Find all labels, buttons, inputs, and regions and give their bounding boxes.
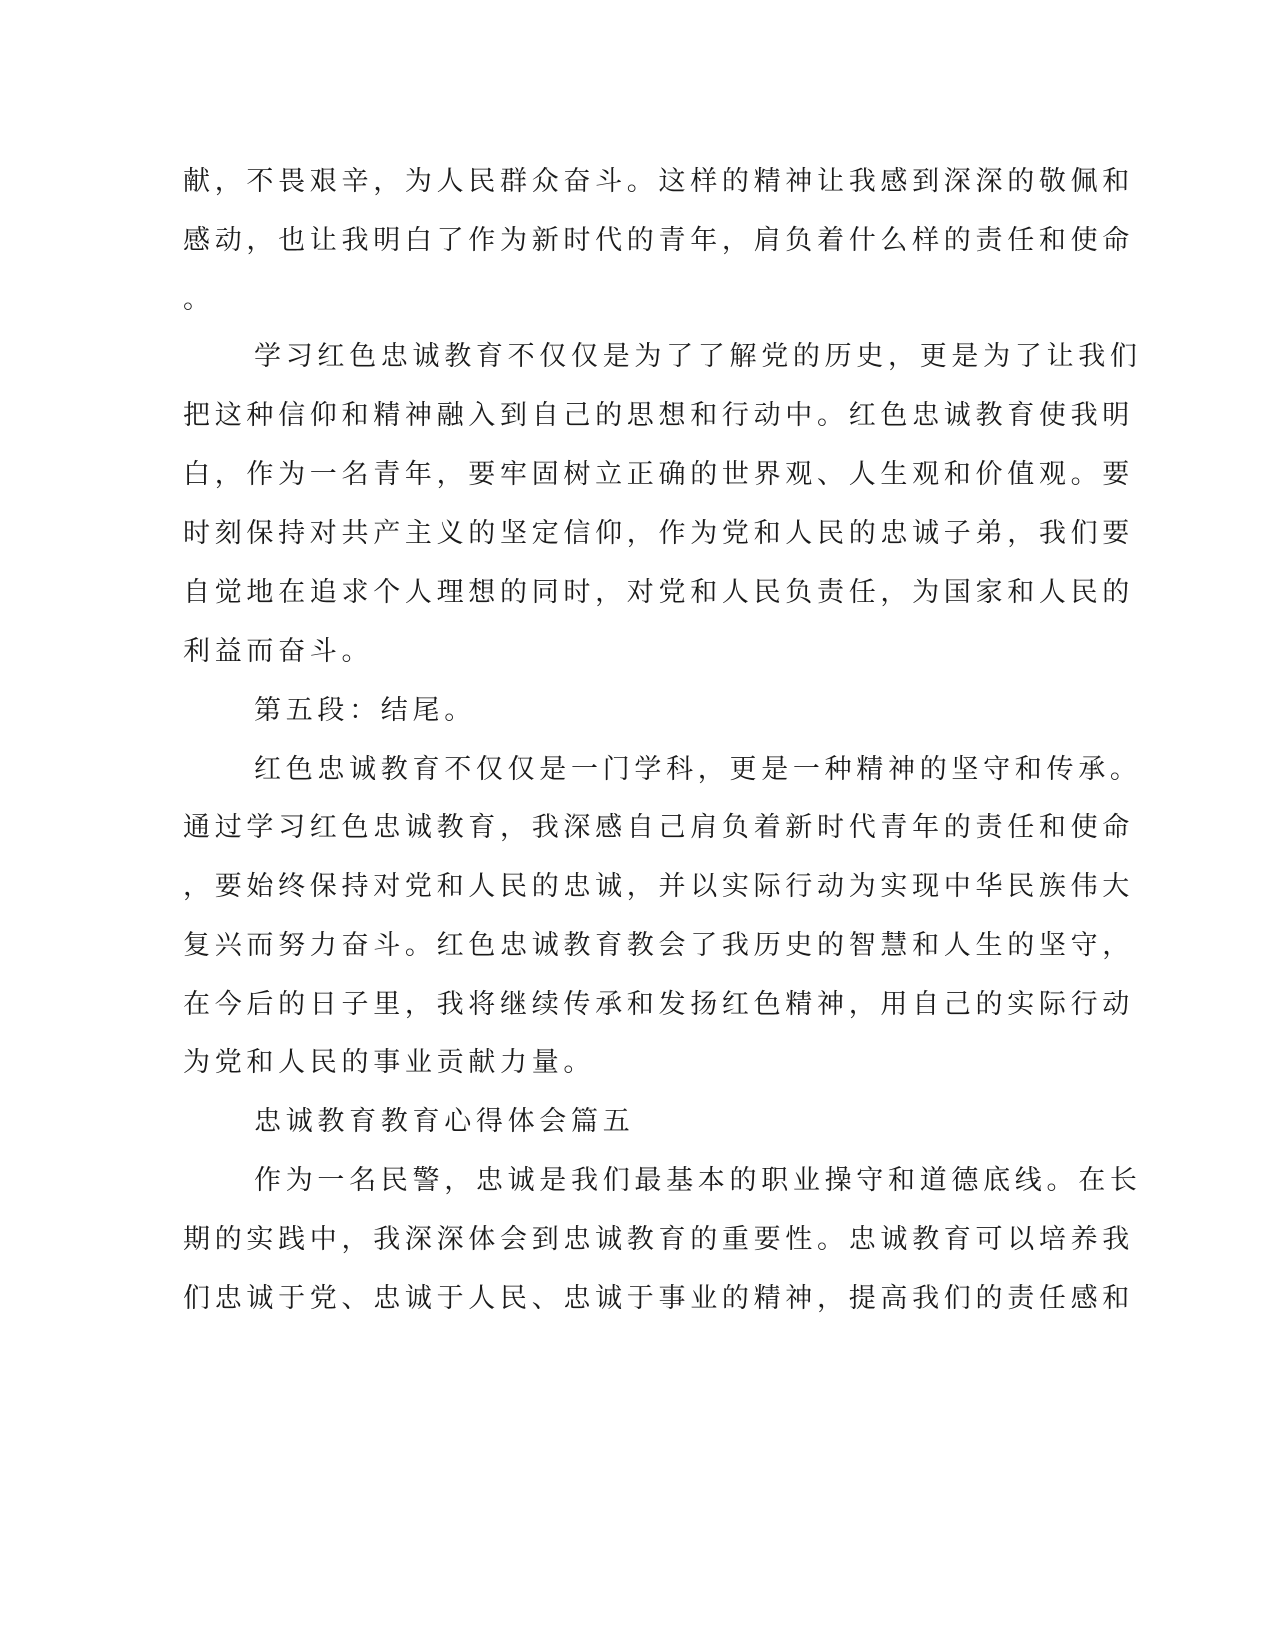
text-line: 为党和人民的事业贡献力量。 bbox=[183, 1047, 596, 1078]
text-line: ，要始终保持对党和人民的忠诚，并以实际行动为实现中华民族伟大 bbox=[183, 871, 1134, 902]
text-line: 复兴而努力奋斗。红色忠诚教育教会了我历史的智慧和人生的坚守， bbox=[183, 930, 1134, 961]
text-line: 时刻保持对共产主义的坚定信仰，作为党和人民的忠诚子弟，我们要 bbox=[183, 518, 1134, 549]
text-line: 们忠诚于党、忠诚于人民、忠诚于事业的精神，提高我们的责任感和 bbox=[183, 1283, 1134, 1314]
text-line: 期的实践中，我深深体会到忠诚教育的重要性。忠诚教育可以培养我 bbox=[183, 1224, 1134, 1255]
text-line: 利益而奋斗。 bbox=[183, 636, 374, 667]
text-line: 红色忠诚教育不仅仅是一门学科，更是一种精神的坚守和传承。 bbox=[254, 754, 1142, 785]
text-line: 自觉地在追求个人理想的同时，对党和人民负责任，为国家和人民的 bbox=[183, 577, 1134, 608]
text-line: 感动，也让我明白了作为新时代的青年，肩负着什么样的责任和使命 bbox=[183, 225, 1134, 256]
text-line: 白，作为一名青年，要牢固树立正确的世界观、人生观和价值观。要 bbox=[183, 459, 1134, 490]
section-title: 忠诚教育教育心得体会篇五 bbox=[254, 1106, 635, 1137]
section-heading: 第五段：结尾。 bbox=[254, 695, 476, 726]
text-line: 。 bbox=[183, 284, 215, 315]
text-line: 通过学习红色忠诚教育，我深感自己肩负着新时代青年的责任和使命 bbox=[183, 812, 1134, 843]
text-line: 把这种信仰和精神融入到自己的思想和行动中。红色忠诚教育使我明 bbox=[183, 400, 1134, 431]
text-line: 学习红色忠诚教育不仅仅是为了了解党的历史，更是为了让我们 bbox=[254, 341, 1142, 372]
text-line: 作为一名民警，忠诚是我们最基本的职业操守和道德底线。在长 bbox=[254, 1165, 1142, 1196]
text-line: 在今后的日子里，我将继续传承和发扬红色精神，用自己的实际行动 bbox=[183, 989, 1134, 1020]
text-line: 献，不畏艰辛，为人民群众奋斗。这样的精神让我感到深深的敬佩和 bbox=[183, 166, 1134, 197]
